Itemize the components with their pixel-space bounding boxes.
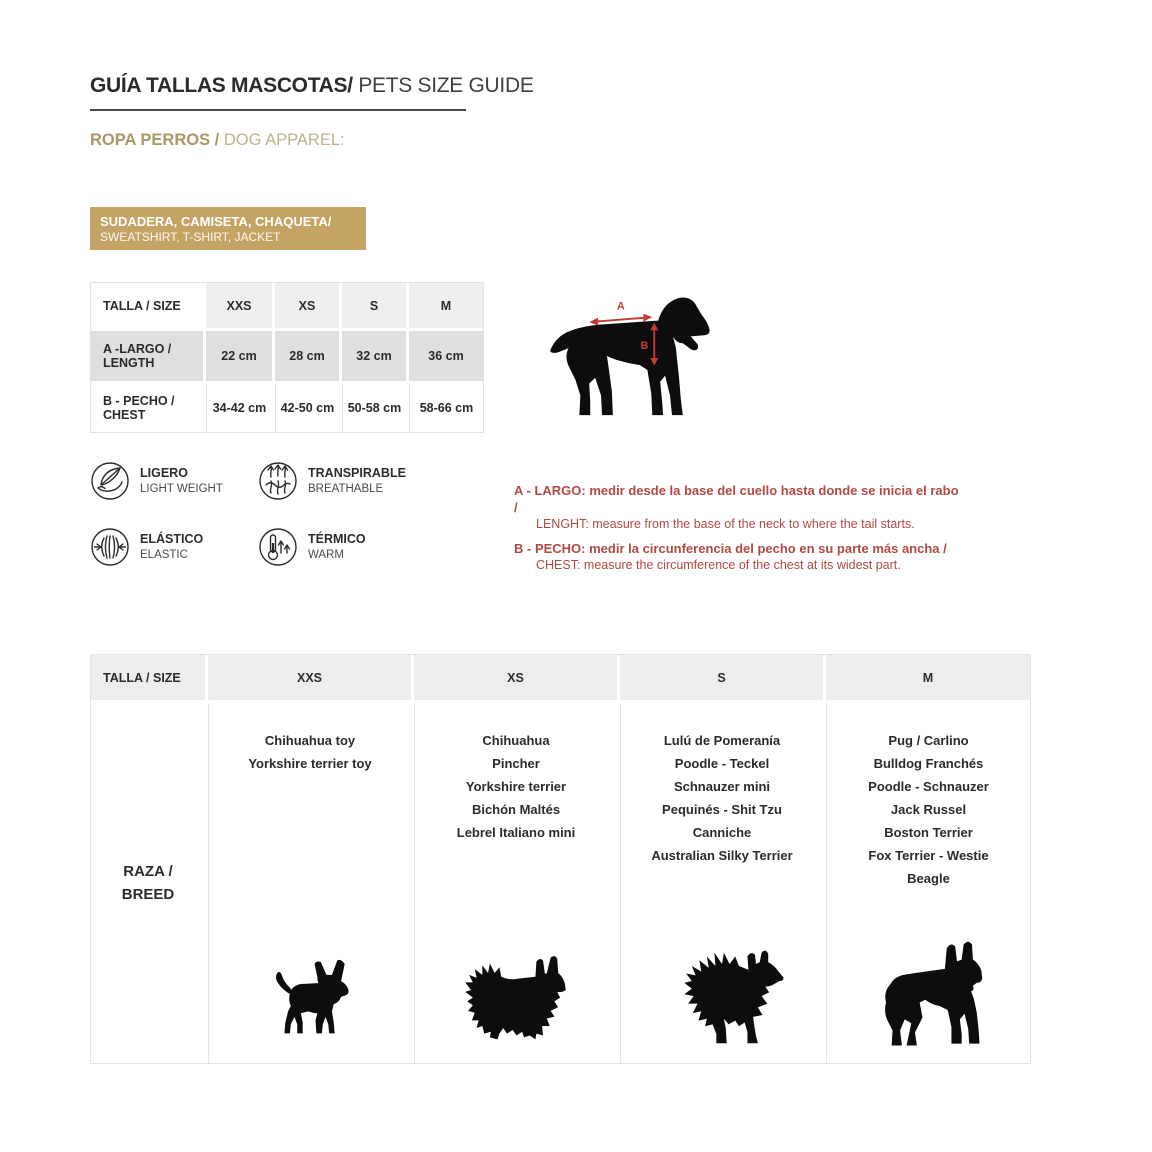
breed-column-xs [414,703,617,1063]
labrador-silhouette-icon [540,293,735,426]
feature-labels [308,532,366,562]
page-title-es: GUÍA TALLAS MASCOTAS/ [90,74,353,97]
long-haired-chihuahua-silhouette-icon [452,952,580,1047]
breed-list [209,703,411,775]
note-en: LENGHT: measure from the base of the neck to where the tail starts. [536,517,915,531]
dog-silhouette-box [209,953,411,1037]
feature-list [90,461,468,567]
feature-name-es: TRANSPIRABLE [308,466,406,480]
breed-column-s [620,703,823,1063]
breed-row-label-en: BREED [121,886,175,903]
breed-list [415,703,617,844]
chest-value-xxs: 34-42 cm [206,384,272,432]
feature-name-en: WARM [308,548,344,561]
size-table-header-s: S [342,283,406,328]
feature-name-en: LIGHT WEIGHT [140,482,223,495]
feature-breathable [258,461,468,501]
breed-table-header-m: M [826,655,1030,700]
breed-name: Chihuahua [482,733,550,748]
arrow-a-label: A [616,300,625,313]
breathable-fabric-icon [258,461,298,501]
breed-name: Pincher [492,756,540,771]
breed-name: Poodle - Teckel [674,756,770,771]
breed-name: Jack Russel [890,802,967,817]
chest-value-xs: 42-50 cm [275,384,339,432]
thermometer-icon [258,527,298,567]
breed-name: Bichón Maltés [471,802,561,817]
breed-table-header-xs: XS [414,655,617,700]
feature-name-en: BREATHABLE [308,482,384,495]
breed-name: Yorkshire terrier toy [248,756,372,771]
chest-row-label: B - PECHO / CHEST [91,384,203,432]
feature-name-es: ELÁSTICO [140,532,204,546]
breed-name: Pug / Carlino [888,733,969,748]
size-table [90,282,484,433]
french-bulldog-silhouette-icon [868,939,990,1053]
breed-name: Canniche [692,825,752,840]
breed-name: Boston Terrier [884,825,973,840]
feature-lightweight [90,461,258,501]
note-es: A - LARGO: medir desde la base del cuello hasta donde se inicia el rabo / [514,483,959,515]
feature-labels [140,532,203,562]
size-table-header-label: TALLA / SIZE [91,283,203,328]
measure-note-length [514,482,964,533]
breed-row-label-es: RAZA / [123,862,173,880]
title-underline [90,109,466,111]
chest-value-m: 58-66 cm [409,384,483,432]
breed-name: Lebrel Italiano mini [456,825,576,840]
breed-list [827,703,1030,890]
elastic-fabric-icon [90,527,130,567]
feature-warm [258,527,468,567]
arrow-b-label: B [640,340,649,353]
dog-silhouette-box [621,945,823,1051]
feature-labels [140,466,223,496]
breed-name: Lulú de Pomeranía [663,733,781,748]
breed-name: Fox Terrier - Westie [868,848,989,863]
length-row-label: A -LARGO / LENGTH [91,331,203,381]
breed-name: Schnauzer mini [673,779,771,794]
breed-name: Poodle - Schnauzer [868,779,989,794]
size-table-header-m: M [409,283,483,328]
dog-measurement-diagram [540,293,735,431]
breed-name: Beagle [907,871,950,886]
breed-list [621,703,823,867]
measure-note-chest [514,540,964,574]
breed-name: Pequinés - Shit Tzu [662,802,782,817]
breed-column-xxs [208,703,411,1063]
chihuahua-toy-silhouette-icon [264,953,356,1037]
breed-name: Australian Silky Terrier [651,848,793,863]
dog-silhouette-box [415,952,617,1047]
page-title [90,74,534,98]
note-en: CHEST: measure the circumference of the chest at its widest part. [536,558,901,572]
length-value-xxs: 22 cm [206,331,272,381]
feature-labels [308,466,406,496]
length-value-m: 36 cm [409,331,483,381]
breed-table-header-label: TALLA / SIZE [91,655,205,700]
subtitle-es: ROPA PERROS / [90,131,224,149]
size-table-header-xs: XS [275,283,339,328]
breed-table-header-s: S [620,655,823,700]
size-table-header-xxs: XXS [206,283,272,328]
breed-table [90,654,1031,1064]
chest-value-s: 50-58 cm [342,384,406,432]
feature-name-en: ELASTIC [140,548,188,561]
breed-column-m [826,703,1030,1063]
length-value-xs: 28 cm [275,331,339,381]
breed-name: Yorkshire terrier [465,779,567,794]
feature-name-es: TÉRMICO [308,532,366,546]
subtitle-en: DOG APPAREL: [223,131,345,149]
breed-name: Chihuahua toy [264,733,356,748]
section-subtitle [90,131,345,150]
page-title-en: PETS SIZE GUIDE [352,74,534,97]
feather-hand-icon [90,461,130,501]
breed-row-label [91,703,205,1063]
measuring-instructions [514,482,964,581]
pomeranian-silhouette-icon [656,945,788,1051]
product-category-banner [90,207,366,250]
breed-name: Bulldog Franchés [873,756,984,771]
length-value-s: 32 cm [342,331,406,381]
banner-line-es: SUDADERA, CAMISETA, CHAQUETA/ [100,214,332,229]
dog-silhouette-box [827,939,1030,1053]
breed-table-header-xxs: XXS [208,655,411,700]
note-es: B - PECHO: medir la circunferencia del pecho en su parte más ancha / [514,541,947,556]
banner-line-en: SWEATSHIRT, T-SHIRT, JACKET [100,229,281,244]
feature-elastic [90,527,258,567]
feature-name-es: LIGERO [140,466,188,480]
